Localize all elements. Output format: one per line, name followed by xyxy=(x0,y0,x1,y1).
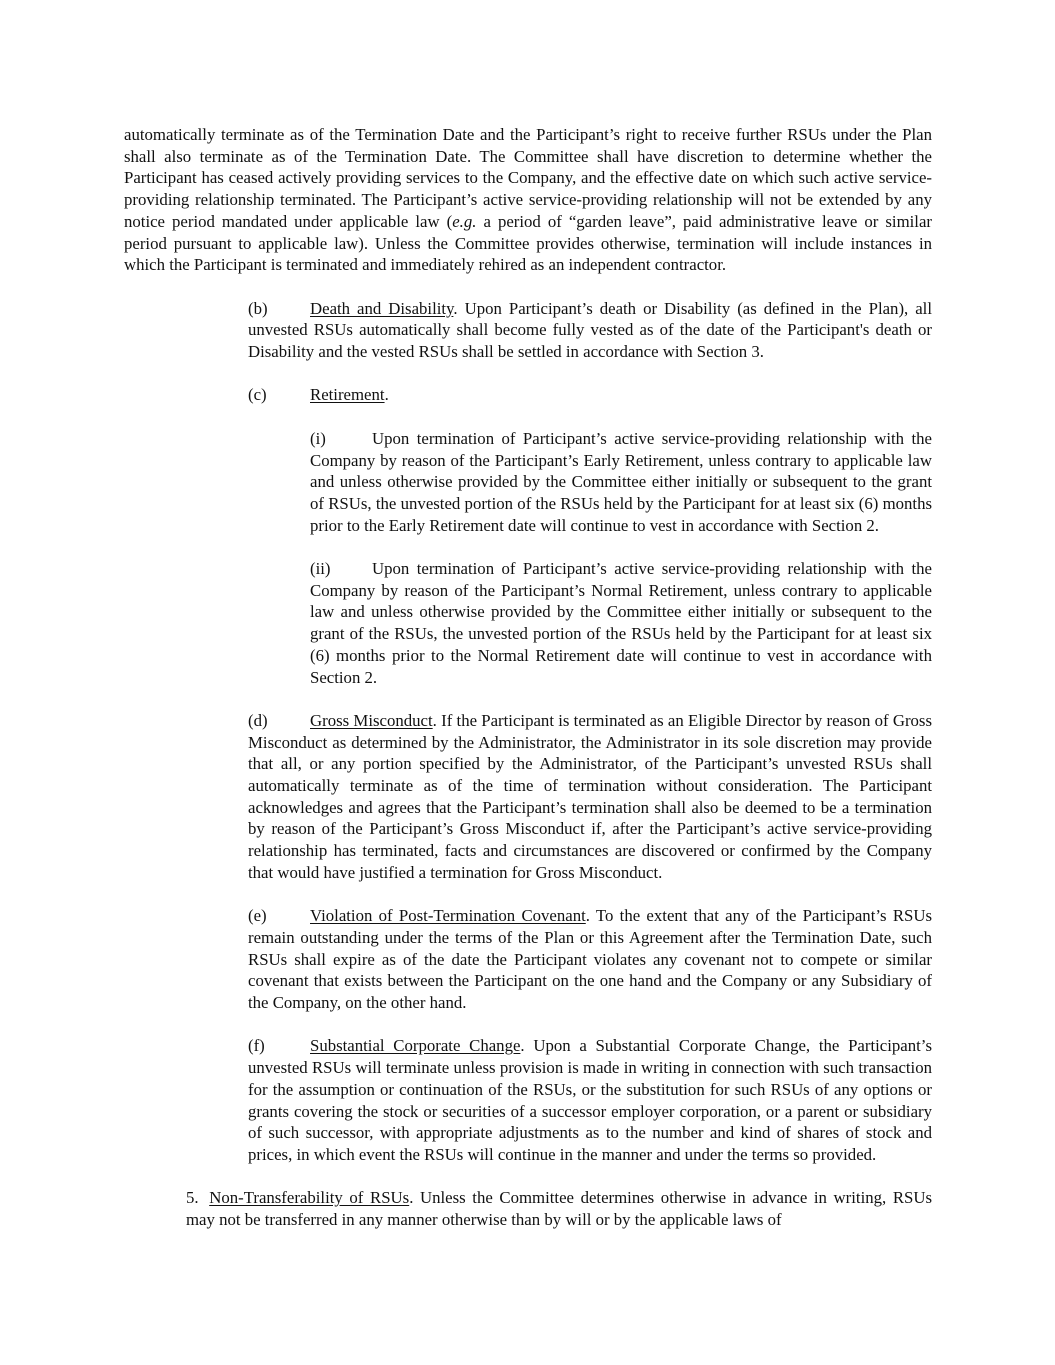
section-5-label: 5. xyxy=(186,1188,199,1208)
section-c-i-text: Upon termination of Participant’s active service-providing relationship with the Company by reason of the Participant’s Early Retirement, unless contrary to applicable law and unless otherwise provided by the Committee either initially or subsequent to the grant of RSUs, the unvested portion of the RSUs held by the Participant for at least six (6) months prior to the Early Retirement date will continue to vest in accordance with Section 2. xyxy=(310,428,932,535)
section-c-i-label: (i) xyxy=(310,428,326,448)
eg-abbreviation: e.g. xyxy=(452,211,477,231)
section-b-heading: Death and Disability xyxy=(310,298,454,318)
section-f-heading: Substantial Corporate Change xyxy=(310,1036,521,1056)
section-c-text: . xyxy=(384,385,389,405)
section-c-label: (c) xyxy=(248,385,267,405)
section-d-text: . If the Participant is terminated as an Eligible Director by reason of Gross Misconduct as determined by the Administrator, the Administrator in its sole discretion may provide that all, or any portion specified by the Administrator, of the Participant’s unvested RSUs shall automatically terminate as of the time of termination without consideration. The Participant acknowledges and agrees that the Participant’s termination shall also be deemed to be a termination by reason of the Participant’s Gross Misconduct if, after the Participant’s active service-providing relationship has terminated, facts and circumstances are discovered or confirmed by the Company that would have justified a termination for Gross Misconduct. xyxy=(248,710,932,882)
section-e-heading: Violation of Post-Termination Covenant xyxy=(310,906,586,926)
section-d-label: (d) xyxy=(248,710,268,730)
section-f-text: . Upon a Substantial Corporate Change, the Participant’s unvested RSUs will terminate unless provision is made in writing in connection with such transaction for the assumption or continuation of the RSUs, or the substitution for such RSUs of any options or grants covering the stock or securities of a successor employer corporation, or a parent or subsidiary of such successor, with appropriate adjustments as to the number and kind of shares of stock and prices, in which event the RSUs will continue in the manner and under the terms so provided. xyxy=(248,1036,932,1164)
section-c-heading: Retirement xyxy=(310,385,385,405)
section-b-paragraph xyxy=(124,298,932,363)
section-c-paragraph xyxy=(124,384,932,406)
section-f-label: (f) xyxy=(248,1036,265,1056)
document-page xyxy=(124,124,932,1231)
section-c-ii-text: Upon termination of Participant’s active service-providing relationship with the Company by reason of the Participant’s Normal Retirement, unless contrary to applicable law and unless otherwise provided by the Committee either initially or subsequent to the grant of the RSUs, the unvested portion of the RSUs held by the Participant for at least six (6) months prior to the Normal Retirement date will continue to vest in accordance with Section 2. xyxy=(310,559,932,687)
section-b-label: (b) xyxy=(248,298,268,318)
section-d-paragraph xyxy=(124,710,932,884)
section-5-heading: Non-Transferability of RSUs xyxy=(209,1188,410,1208)
section-e-paragraph xyxy=(124,905,932,1014)
section-b-text: . Upon Participant’s death or Disability (as defined in the Plan), all unvested RSUs automatically shall become fully vested as of the date of the Participant's death or Disability and the vested RSUs shall be settled in accordance with Section 3. xyxy=(248,298,932,362)
section-f-paragraph xyxy=(124,1035,932,1165)
section-c-ii-label: (ii) xyxy=(310,559,331,578)
section-e-text: . To the extent that any of the Participant’s RSUs remain outstanding under the terms of the Plan or this Agreement after the Termination Date, such RSUs shall expire as of the date the Participant violates any covenant not to compete or similar covenant that exists between the Participant on the one hand and the Company or any Subsidiary of the Company, on the other hand. xyxy=(248,906,932,1013)
section-c-ii-paragraph xyxy=(124,558,932,688)
section-e-label: (e) xyxy=(248,906,267,926)
section-5-text: . Unless the Committee determines otherwise in advance in writing, RSUs may not be transferred in any manner otherwise than by will or by the applicable laws of xyxy=(186,1188,932,1230)
section-d-heading: Gross Misconduct xyxy=(310,710,433,730)
section-c-i-paragraph xyxy=(124,428,932,537)
intro-paragraph: automatically terminate as of the Termination Date and the Participant’s right to receive further RSUs under the Plan shall also terminate as of the Termination Date. The Committee shall have discretion to determine whether the Participant has ceased actively providing services to the Company, and the effective date on which such active service-providing relationship terminated. The Participant’s active service-providing relationship will not be extended by any notice period mandated under applicable law (e.g. a period of “garden leave”, paid administrative leave or similar period pursuant to applicable law). Unless the Committee provides otherwise, termination will include instances in which the Participant is terminated and immediately rehired as an independent contractor. xyxy=(124,125,932,275)
section-5-paragraph xyxy=(124,1187,932,1230)
